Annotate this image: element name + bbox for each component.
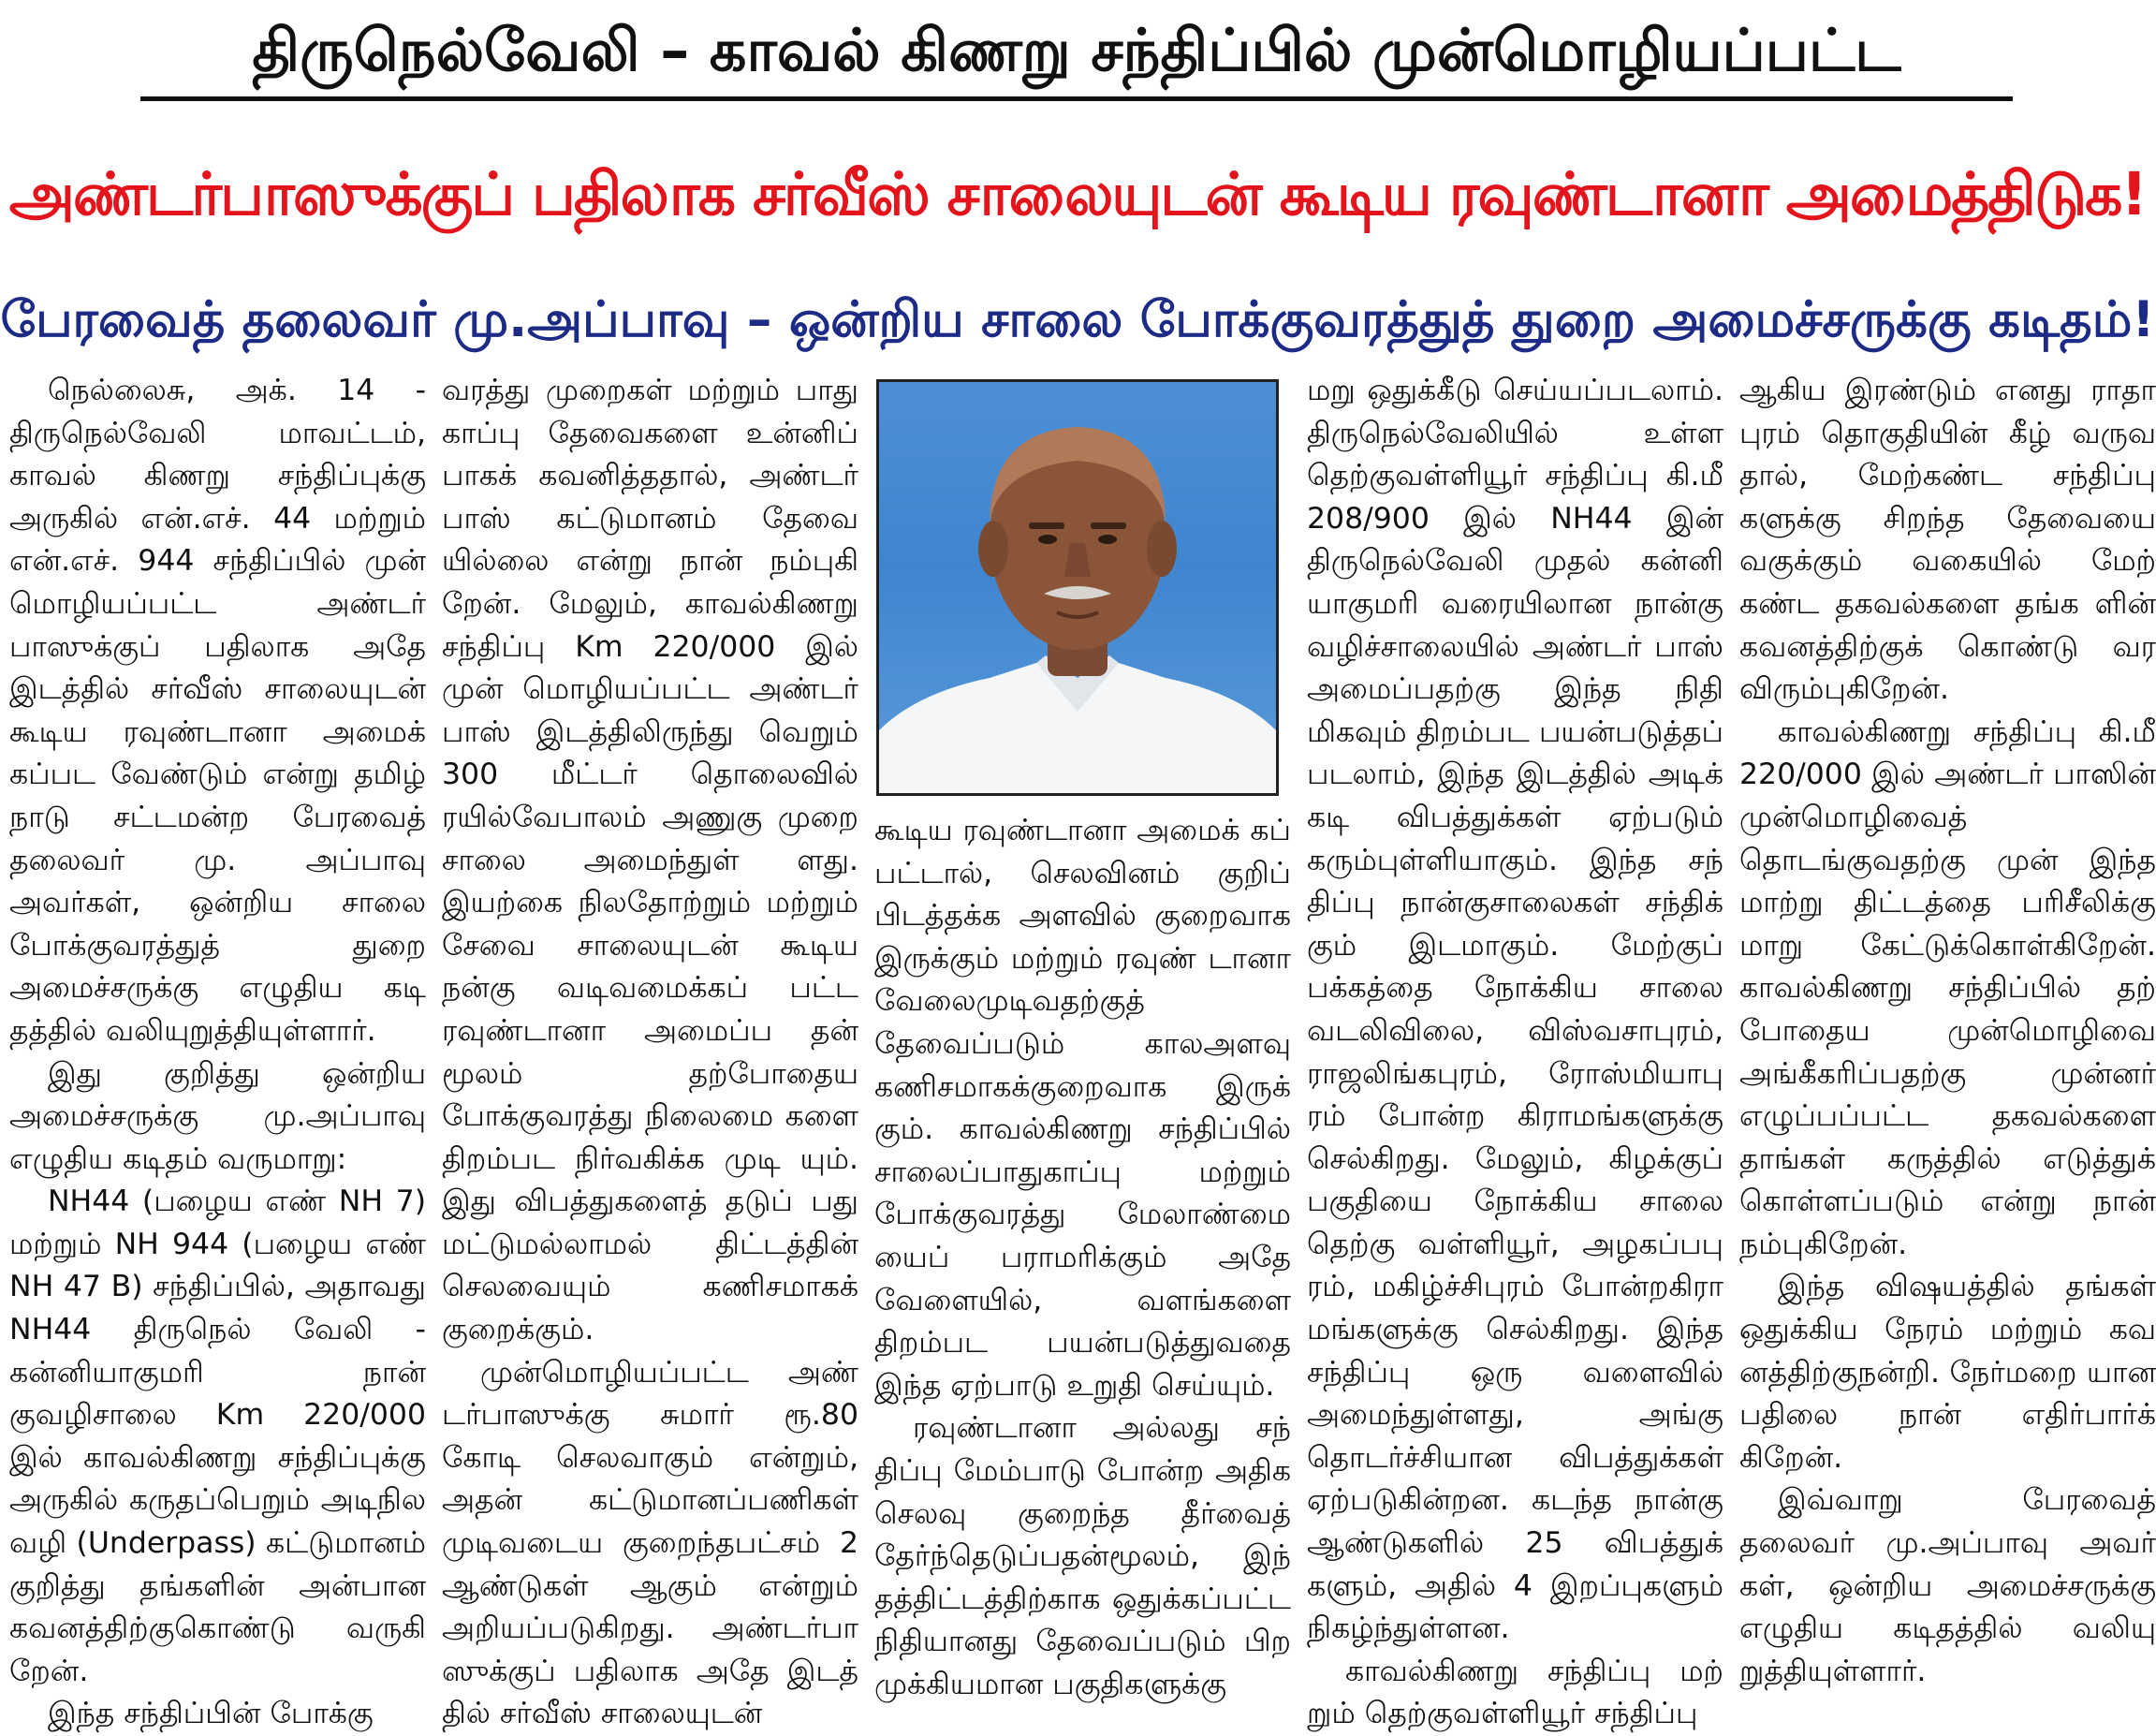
paragraph: நெல்லைசு, அக். 14 - திருநெல்வேலி மாவட்டம், காவல் கிணறு சந்திப்புக்கு அருகில் என்.எச். 44 மற்றும் என்.எச். 944 சந்திப்பில் முன் மொழியப்பட்ட அண்டர் பாஸுக்குப் பதிலாக அதே இடத்தில் சர்வீஸ் சாலையுடன் கூடிய ரவுண்டானா அமைக் கப்பட வேண்டும் என்று தமிழ் நாடு சட்டமன்ற பேரவைத் தலைவர் மு. அப்பாவு அவர்கள், ஒன்றிய சாலை போக்குவரத்துத் துறை அமைச்சருக்கு எழுதிய கடி தத்தில் வலியுறுத்தியுள்ளார். [9,374,426,1048]
paragraph: கூடிய ரவுண்டானா அமைக் கப் பட்டால், செலவினம் குறிப் பிடத்தக்க அளவில் குறைவாக இருக்கும் மற்றும் ரவுண் டானா வேலைமுடிவதற்குத் தேவைப்படும் காலஅளவு கணிசமாகக்குறைவாக இருக் கும். காவல்கிணறு சந்திப்பில் சாலைப்பாதுகாப்பு மற்றும் போக்குவரத்து மேலாண்மை யைப் பராமரிக்கும் அதே வேளையில், வளங்களை திறம்பட பயன்படுத்துவதை இந்த ஏற்பாடு உறுதி செய்யும். [874,814,1291,1403]
sub-headline: பேரவைத் தலைவர் மு.அப்பாவு – ஒன்றிய சாலை போக்குவரத்துத் துறை அமைச்சருக்கு கடிதம்! [0,291,2155,348]
paragraph: NH44 (பழைய எண் NH 7) மற்றும் NH 944 (பழைய எண் NH 47 B) சந்திப்பில், அதாவது NH44 திருநெல் வேலி - கன்னியாகுமரி நான் குவழிசாலை Km 220/000 இல் காவல்கிணறு சந்திப்புக்கு அருகில் கருதப்பெறும் அடிநில வழி (Underpass) கட்டுமானம் குறித்து தங்களின் அன்பான கவனத்திற்குகொண்டு வருகி றேன். [9,1184,426,1688]
paragraph: காவல்கிணறு சந்திப்பு மற் றும் தெற்குவள்ளியூர் சந்திப்பு [1307,1654,1723,1731]
paragraph: முன்மொழியப்பட்ட அண் டர்பாஸுக்கு சுமார் ரூ.80 கோடி செலவாகும் என்றும், அதன் கட்டுமானப்பணிகள் முடிவடைய குறைந்தபட்சம் 2 ஆண்டுகள் ஆகும் என்றும் அறியப்படுகிறது. அண்டர்பா ஸுக்குப் பதிலாக அதே இடத் தில் சர்வீஸ் சாலையுடன் [442,1355,858,1731]
paragraph: இது குறித்து ஒன்றிய அமைச்சருக்கு மு.அப்பாவு எழுதிய கடிதம் வருமாறு: [9,1056,426,1176]
kicker-heading: திருநெல்வேலி – காவல் கிணறு சந்திப்பில் முன்மொழியப்பட்ட [252,16,1901,84]
paragraph: இவ்வாறு பேரவைத் தலைவர் மு.அப்பாவு அவர் கள், ஒன்றிய அமைச்சருக்கு எழுதிய கடிதத்தில் வலியு றுத்தியுள்ளார். [1739,1483,2156,1688]
article-column-4 [1307,370,1723,1731]
main-headline: அண்டர்பாஸுக்குப் பதிலாக சர்வீஸ் சாலையுடன் கூடிய ரவுண்டானா அமைத்திடுக! [8,160,2147,228]
paragraph: மறு ஒதுக்கீடு செய்யப்படலாம். திருநெல்வேலியில் உள்ள தெற்குவள்ளியூர் சந்திப்பு கி.மீ 208/900 இல் NH44 இன் திருநெல்வேலி முதல் கன்னி யாகுமரி வரையிலான நான்கு வழிச்சாலையில் அண்டர் பாஸ் அமைப்பதற்கு இந்த நிதி மிகவும் திறம்பட பயன்படுத்தப் படலாம், இந்த இடத்தில் அடிக் கடி விபத்துக்கள் ஏற்படும் கரும்புள்ளியாகும். இந்த சந் திப்பு நான்குசாலைகள் சந்திக் கும் இடமாகும். மேற்குப் பக்கத்தை நோக்கிய சாலை வடலிவிலை, விஸ்வசாபுரம், ராஜலிங்கபுரம், ரோஸ்மியாபு ரம் போன்ற கிராமங்களுக்கு செல்கிறது. மேலும், கிழக்குப் பகுதியை நோக்கிய சாலை தெற்கு வள்ளியூர், அழகப்பபு ரம், மகிழ்ச்சிபுரம் போன்றகிரா மங்களுக்கு செல்கிறது. இந்த சந்திப்பு ஒரு வளைவில் அமைந்துள்ளது, அங்கு தொடர்ச்சியான விபத்துக்கள் ஏற்படுகின்றன. கடந்த நான்கு ஆண்டுகளில் 25 விபத்துக் களும், அதில் 4 இறப்புகளும் நிகழ்ந்துள்ளன. [1307,374,1723,1646]
article-column-1 [9,370,426,1731]
article-column-5 [1739,370,2156,1688]
paragraph: வரத்து முறைகள் மற்றும் பாது காப்பு தேவைகளை உன்னிப் பாகக் கவனித்ததால், அண்டர் பாஸ் கட்டுமானம் தேவை யில்லை என்று நான் நம்புகி றேன். மேலும், காவல்கிணறு சந்திப்பு Km 220/000 இல் முன் மொழியப்பட்ட அண்டர் பாஸ் இடத்திலிருந்து வெறும் 300 மீட்டர் தொலைவில் ரயில்வேபாலம் அணுகு முறை சாலை அமைந்துள் ளது. இயற்கை நிலதோற்றும் மற்றும் சேவை சாலையுடன் கூடிய நன்கு வடிவமைக்கப் பட்ட ரவுண்டானா அமைப்ப தன் மூலம் தற்போதைய போக்குவரத்து நிலைமை களை திறம்பட நிர்வகிக்க முடி யும். இது விபத்துகளைத் தடுப் பது மட்டுமல்லாமல் திட்டத்தின் செலவையும் கணிசமாகக் குறைக்கும். [442,374,858,1347]
article-column-2 [442,370,858,1731]
paragraph: இந்த விஷயத்தில் தங்கள் ஒதுக்கிய நேரம் மற்றும் கவ னத்திற்குநன்றி. நேர்மறை யான பதிலை நான் எதிர்பார்க் கிறேன். [1739,1270,2156,1475]
portrait-illustration [879,382,1276,793]
portrait-photo [876,379,1279,796]
paragraph: காவல்கிணறு சந்திப்பு கி.மீ 220/000 இல் அண்டர் பாஸின் முன்மொழிவைத் தொடங்குவதற்கு முன் இந்த மாற்று திட்டத்தை பரிசீலிக்கு மாறு கேட்டுக்கொள்கிறேன். காவல்கிணறு சந்திப்பில் தற் போதைய முன்மொழிவை அங்கீகரிப்பதற்கு முன்னர் எழுப்பப்பட்ட தகவல்களை தாங்கள் கருத்தில் எடுத்துக் கொள்ளப்படும் என்று நான் நம்புகிறேன். [1739,714,2156,1261]
paragraph: ஆகிய இரண்டும் எனது ராதா புரம் தொகுதியின் கீழ் வருவ தால், மேற்கண்ட சந்திப்பு களுக்கு சிறந்த தேவையை வகுக்கும் வகையில் மேற் கண்ட தகவல்களை தங்க ளின் கவனத்திற்குக் கொண்டு வர விரும்புகிறேன். [1739,374,2156,707]
article-column-3 [874,810,1291,1701]
paragraph: ரவுண்டானா அல்லது சந் திப்பு மேம்பாடு போன்ற அதிக செலவு குறைந்த தீர்வைத் தேர்ந்தெடுப்பதன்மூலம், இந் தத்திட்டத்திற்காக ஒதுக்கப்பட்ட நிதியானது தேவைப்படும் பிற முக்கியமான பகுதிகளுக்கு [874,1411,1291,1701]
paragraph: இந்த சந்திப்பின் போக்கு [47,1697,374,1731]
kicker-underline [140,96,2013,101]
